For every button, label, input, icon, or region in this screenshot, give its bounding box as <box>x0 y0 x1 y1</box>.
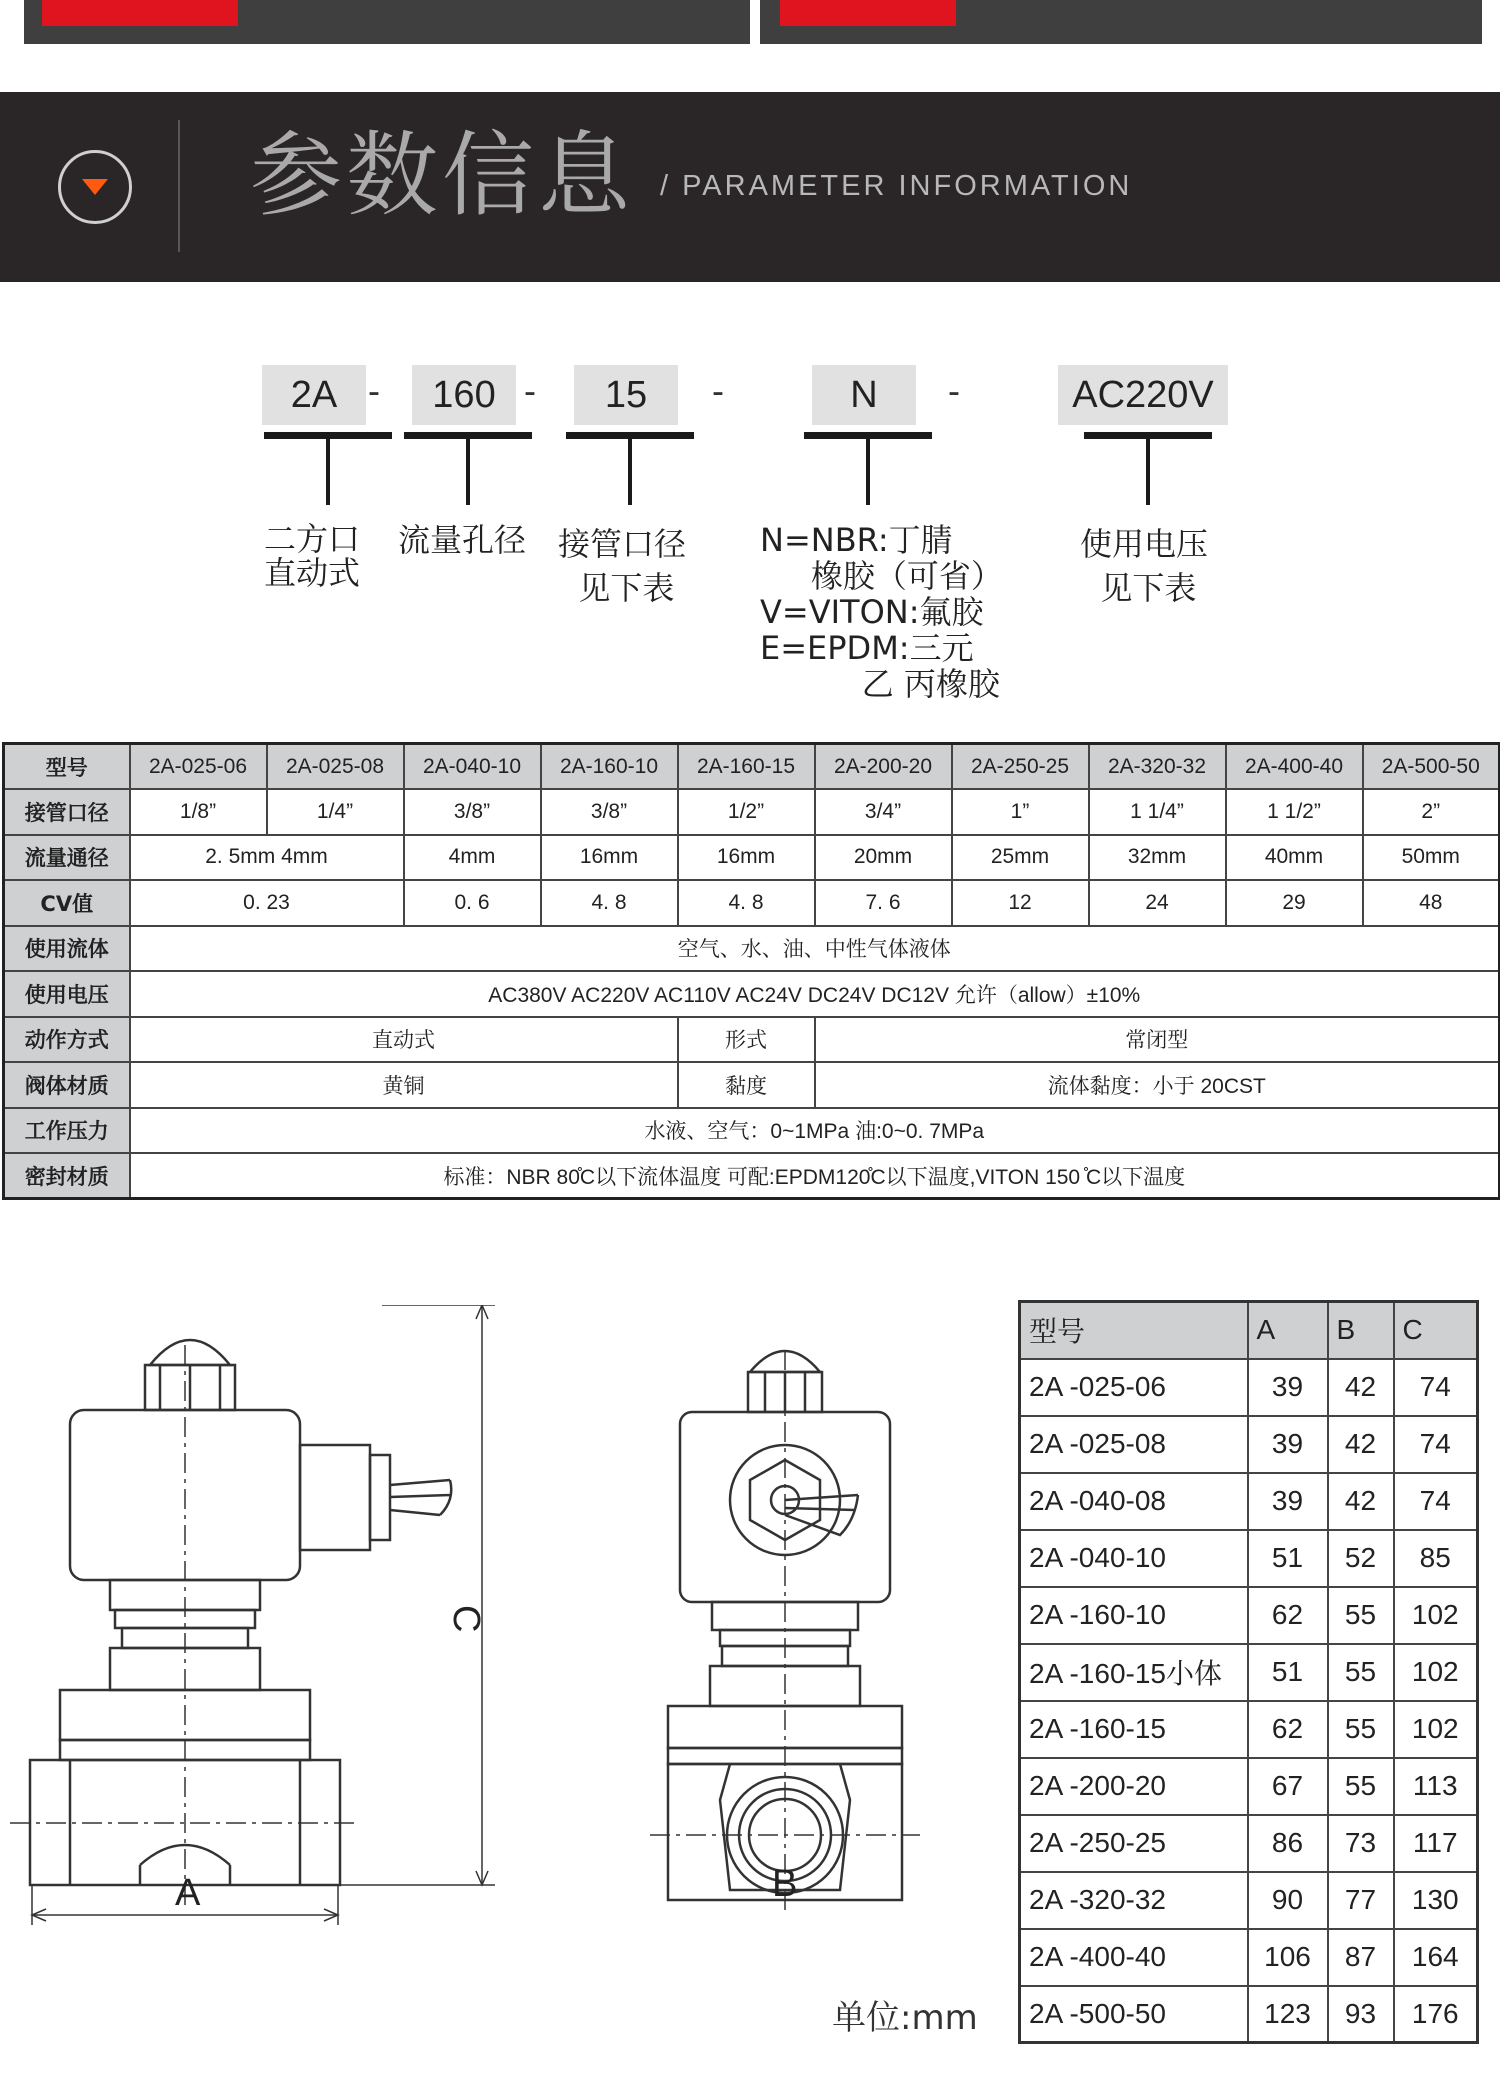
table-cell: 73 <box>1328 1815 1394 1872</box>
code-part-type: 2A <box>262 365 366 425</box>
table-row <box>4 1153 1500 1199</box>
dimension-b-label: B <box>772 1863 798 1905</box>
top-banner-left <box>24 0 750 44</box>
table-row <box>4 1108 1500 1154</box>
code-separator: - <box>712 370 724 411</box>
table-cell: 2. 5mm 4mm <box>130 835 404 881</box>
table-cell: 42 <box>1328 1359 1394 1416</box>
model-cell: 2A-200-20 <box>815 744 952 790</box>
code-underline <box>1084 432 1212 439</box>
table-cell: 77 <box>1328 1872 1394 1929</box>
table-cell: 2A -500-50 <box>1020 1986 1248 2043</box>
dimension-a-label: A <box>175 1872 201 1914</box>
model-cell: 2A-160-10 <box>541 744 678 790</box>
table-cell: 102 <box>1394 1644 1478 1701</box>
table-row <box>1020 1359 1478 1416</box>
table-cell: 1/4” <box>267 789 404 835</box>
table-cell: 2A -320-32 <box>1020 1872 1248 1929</box>
table-cell: 176 <box>1394 1986 1478 2043</box>
table-cell: 164 <box>1394 1929 1478 1986</box>
parameter-table <box>2 742 1500 1200</box>
row-header: 工作压力 <box>4 1108 130 1154</box>
code-underline <box>804 432 932 439</box>
code-separator: - <box>524 370 536 411</box>
table-cell: 62 <box>1248 1701 1328 1758</box>
table-cell: 39 <box>1248 1416 1328 1473</box>
code-label-type: 二方口 直动式 <box>264 520 361 592</box>
row-header: 动作方式 <box>4 1017 130 1063</box>
table-cell: 55 <box>1328 1644 1394 1701</box>
code-label-port: 接管口径 见下表 <box>558 525 687 607</box>
model-cell: 2A-040-10 <box>404 744 541 790</box>
table-row <box>1020 1473 1478 1530</box>
header-divider <box>178 120 180 252</box>
table-cell: 16mm <box>541 835 678 881</box>
row-header: 使用电压 <box>4 971 130 1017</box>
chevron-down-circle-icon <box>58 150 132 224</box>
model-cell: 2A-250-25 <box>952 744 1089 790</box>
model-cell: 2A-025-08 <box>267 744 404 790</box>
table-cell: 2” <box>1363 789 1500 835</box>
code-underline <box>566 432 694 439</box>
row-header: CV值 <box>4 880 130 926</box>
table-row <box>1020 1986 1478 2043</box>
table-cell: 1 1/2” <box>1226 789 1363 835</box>
valve-side-view-drawing <box>10 1305 510 1925</box>
table-cell: 123 <box>1248 1986 1328 2043</box>
table-cell: 102 <box>1394 1701 1478 1758</box>
code-part-seal: N <box>812 365 916 425</box>
code-separator: - <box>368 370 380 411</box>
table-cell: 25mm <box>952 835 1089 881</box>
table-row <box>1020 1872 1478 1929</box>
valve-front-view-drawing <box>650 1330 930 1910</box>
table-cell: 2A -160-15 <box>1020 1701 1248 1758</box>
table-cell: 90 <box>1248 1872 1328 1929</box>
table-cell: 29 <box>1226 880 1363 926</box>
code-label-seal: N=NBR:丁腈 橡胶（可省） V=VITON:氟胶 E=EPDM:三元 乙 丙橡胶 <box>760 521 1003 703</box>
table-cell: 12 <box>952 880 1089 926</box>
table-cell: 117 <box>1394 1815 1478 1872</box>
code-separator: - <box>948 370 960 411</box>
code-leader <box>866 439 870 505</box>
table-cell: 16mm <box>678 835 815 881</box>
table-row <box>1020 1701 1478 1758</box>
model-cell: 2A-320-32 <box>1089 744 1226 790</box>
table-cell: 74 <box>1394 1359 1478 1416</box>
table-cell: 流体黏度：小于 20CST <box>815 1062 1500 1108</box>
top-banner-left-tag <box>42 0 238 26</box>
table-row <box>1020 1758 1478 1815</box>
table-cell: 52 <box>1328 1530 1394 1587</box>
table-cell: 55 <box>1328 1758 1394 1815</box>
table-row <box>4 835 1500 881</box>
table-cell: AC380V AC220V AC110V AC24V DC24V DC12V 允许（allow）±10% <box>130 971 1500 1017</box>
table-cell: 130 <box>1394 1872 1478 1929</box>
table-cell: 42 <box>1328 1473 1394 1530</box>
table-cell: 55 <box>1328 1701 1394 1758</box>
table-cell: 106 <box>1248 1929 1328 1986</box>
table-cell: 4. 8 <box>541 880 678 926</box>
table-cell: 2A -200-20 <box>1020 1758 1248 1815</box>
top-banner-right <box>760 0 1482 44</box>
table-row <box>1020 1644 1478 1701</box>
table-cell: 空气、水、油、中性气体液体 <box>130 926 1500 972</box>
table-cell: 0. 23 <box>130 880 404 926</box>
code-leader <box>628 439 632 505</box>
code-leader <box>1146 439 1150 505</box>
table-cell: 51 <box>1248 1530 1328 1587</box>
table-cell: 74 <box>1394 1473 1478 1530</box>
table-cell: 67 <box>1248 1758 1328 1815</box>
table-row <box>4 1017 1500 1063</box>
table-cell: 2A -040-08 <box>1020 1473 1248 1530</box>
top-banner-right-tag <box>780 0 956 26</box>
row-header: 流量通径 <box>4 835 130 881</box>
row-header: 密封材质 <box>4 1153 130 1199</box>
table-cell: 3/8” <box>404 789 541 835</box>
table-cell: 113 <box>1394 1758 1478 1815</box>
table-row <box>1020 1929 1478 1986</box>
table-cell: 74 <box>1394 1416 1478 1473</box>
nut-dome <box>150 1340 230 1365</box>
table-cell: 51 <box>1248 1644 1328 1701</box>
table-cell: 4mm <box>404 835 541 881</box>
table-cell: 2A -400-40 <box>1020 1929 1248 1986</box>
table-cell: 黄铜 <box>130 1062 678 1108</box>
table-cell: 39 <box>1248 1473 1328 1530</box>
row-header: 接管口径 <box>4 789 130 835</box>
table-cell: 标准：NBR 80̊C以下流体温度 可配:EPDM120̊C以下温度,VITON 150 ̊C以下温度 <box>130 1153 1500 1199</box>
table-row <box>4 971 1500 1017</box>
table-row <box>1020 1530 1478 1587</box>
table-row <box>4 926 1500 972</box>
table-cell: 1” <box>952 789 1089 835</box>
code-leader <box>466 439 470 505</box>
table-cell: 2A -160-15小体 <box>1020 1644 1248 1701</box>
dimension-c-label: C <box>445 1605 487 1633</box>
table-cell: 3/8” <box>541 789 678 835</box>
table-row <box>1020 1416 1478 1473</box>
table-cell: 黏度 <box>678 1062 815 1108</box>
column-header: A <box>1248 1302 1328 1359</box>
table-cell: 93 <box>1328 1986 1394 2043</box>
model-cell: 2A-025-06 <box>130 744 267 790</box>
code-label-voltage: 使用电压 见下表 <box>1080 525 1209 607</box>
table-cell: 20mm <box>815 835 952 881</box>
table-cell: 87 <box>1328 1929 1394 1986</box>
table-cell: 50mm <box>1363 835 1500 881</box>
table-cell: 39 <box>1248 1359 1328 1416</box>
section-subtitle: / PARAMETER INFORMATION <box>660 170 1133 202</box>
table-cell: 32mm <box>1089 835 1226 881</box>
table-cell: 1 1/4” <box>1089 789 1226 835</box>
table-cell: 水液、空气：0~1MPa 油:0~0. 7MPa <box>130 1108 1500 1154</box>
table-cell: 62 <box>1248 1587 1328 1644</box>
column-header: B <box>1328 1302 1394 1359</box>
code-label-orifice: 流量孔径 <box>398 521 527 559</box>
table-row <box>4 789 1500 835</box>
table-cell: 2A -040-10 <box>1020 1530 1248 1587</box>
column-header: 型号 <box>1020 1302 1248 1359</box>
table-cell: 102 <box>1394 1587 1478 1644</box>
model-cell: 2A-500-50 <box>1363 744 1500 790</box>
table-row <box>1020 1587 1478 1644</box>
table-cell: 4. 8 <box>678 880 815 926</box>
table-cell: 86 <box>1248 1815 1328 1872</box>
dimension-table <box>1018 1300 1479 2044</box>
code-underline <box>404 432 532 439</box>
row-header: 阀体材质 <box>4 1062 130 1108</box>
row-header: 使用流体 <box>4 926 130 972</box>
connector <box>300 1445 370 1550</box>
code-part-port: 15 <box>574 365 678 425</box>
table-row <box>4 744 1500 790</box>
code-leader <box>326 439 330 505</box>
code-part-voltage: AC220V <box>1058 365 1228 425</box>
code-part-orifice: 160 <box>412 365 516 425</box>
table-row <box>4 880 1500 926</box>
table-row <box>1020 1815 1478 1872</box>
table-cell: 2A -250-25 <box>1020 1815 1248 1872</box>
table-cell: 0. 6 <box>404 880 541 926</box>
table-cell: 1/2” <box>678 789 815 835</box>
column-header: C <box>1394 1302 1478 1359</box>
unit-label: 单位:mm <box>832 1998 978 2038</box>
table-cell: 55 <box>1328 1587 1394 1644</box>
section-title: 参数信息 <box>250 122 635 229</box>
row-header: 型号 <box>4 744 130 790</box>
table-cell: 形式 <box>678 1017 815 1063</box>
table-cell: 2A -160-10 <box>1020 1587 1248 1644</box>
table-cell: 7. 6 <box>815 880 952 926</box>
table-cell: 48 <box>1363 880 1500 926</box>
table-row <box>4 1062 1500 1108</box>
code-underline <box>264 432 392 439</box>
table-cell: 42 <box>1328 1416 1394 1473</box>
table-cell: 40mm <box>1226 835 1363 881</box>
table-cell: 3/4” <box>815 789 952 835</box>
table-cell: 24 <box>1089 880 1226 926</box>
table-cell: 85 <box>1394 1530 1478 1587</box>
model-cell: 2A-160-15 <box>678 744 815 790</box>
table-cell: 常闭型 <box>815 1017 1500 1063</box>
model-cell: 2A-400-40 <box>1226 744 1363 790</box>
table-header-row <box>1020 1302 1478 1359</box>
table-cell: 直动式 <box>130 1017 678 1063</box>
table-cell: 2A -025-06 <box>1020 1359 1248 1416</box>
table-cell: 2A -025-08 <box>1020 1416 1248 1473</box>
table-cell: 1/8” <box>130 789 267 835</box>
